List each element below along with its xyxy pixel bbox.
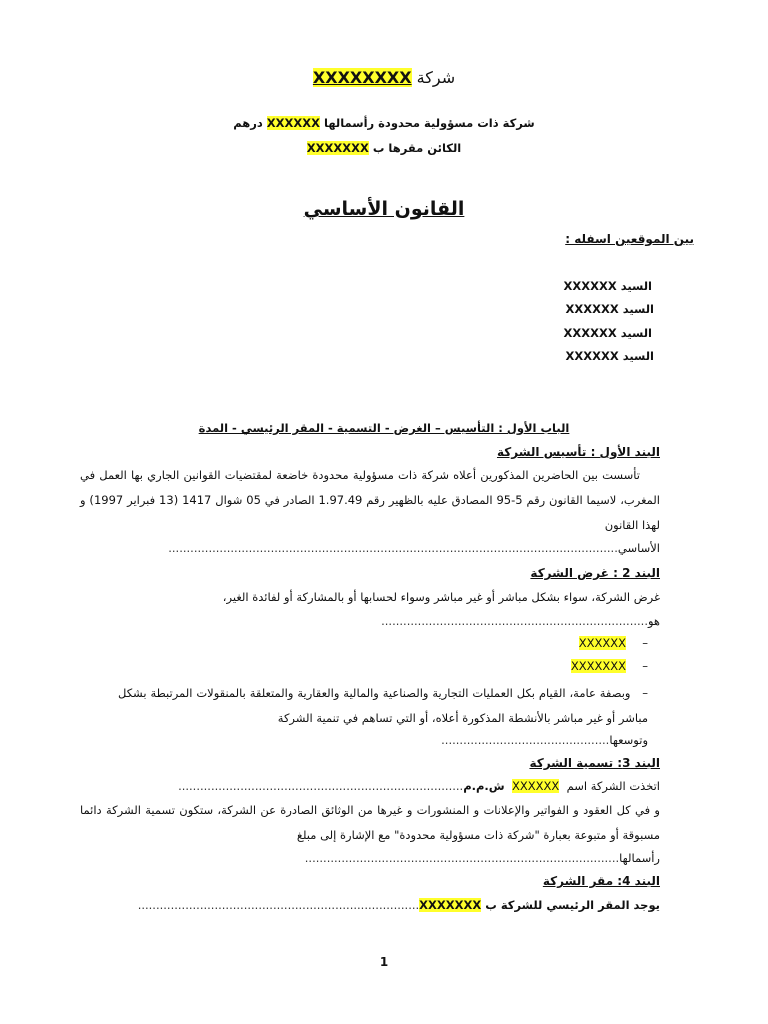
- seat-value: XXXXXXX: [306, 141, 369, 155]
- clause-3-name-line: [178, 779, 660, 793]
- clause-4-seat-value: XXXXXXX: [419, 898, 482, 912]
- clause-1-last-line: [168, 541, 660, 555]
- page-number: 1: [379, 955, 389, 969]
- company-word: شركة: [416, 68, 456, 87]
- fill-dots: ..............................................................................: [178, 779, 464, 793]
- clause-4-text: يوجد المقر الرئيسي للشركة ب: [485, 898, 660, 912]
- clause-3-last-line: [305, 851, 660, 865]
- list-item: [571, 659, 648, 673]
- clause-1-text: تأسست بين الحاضرين المذكورين أعلاه شركة ذات مسؤولية محدودة خاضعة لمقتضيات القوانين الجاري بها العمل في المغرب، لاسيما القانون رقم 5-95 المصادق عليه بالظهير رقم 1.97.49 الصادر في 05 شوال 1417 (13 فبراير 1997) و لهذا القانون: [80, 468, 660, 532]
- clause-4-text-line: [138, 898, 660, 912]
- clause-3-name-pre: اتخذت الشركة اسم: [566, 779, 660, 793]
- list-item-general: [118, 681, 648, 731]
- company-title: [0, 68, 768, 87]
- clause-1-last-word: الأساسي: [617, 541, 660, 555]
- signatory: السيد XXXXXX: [563, 279, 652, 293]
- clause-2-text: غرض الشركة، سواء بشكل مباشر أو غير مباشر وسواء لحسابها أو بالمشاركة أو لفائدة الغير،: [222, 590, 660, 604]
- signatories-intro: بين الموقعين اسفله :: [565, 232, 694, 246]
- clause-2-is: هو: [647, 614, 660, 628]
- clause-2-is-line: [381, 614, 660, 628]
- clause-2-last-line: [441, 733, 648, 747]
- fill-dots: .............................................................................: [137, 898, 420, 912]
- clause-3-last-word: رأسمالها: [619, 851, 660, 865]
- signatory: السيد XXXXXX: [563, 326, 652, 340]
- dash-bullet: –: [642, 636, 648, 650]
- company-name-value: XXXXXX: [511, 779, 560, 793]
- capital-value: XXXXXX: [266, 116, 320, 130]
- clause-4-heading: البند 4: مقر الشركة: [542, 874, 660, 888]
- company-subtitle: [0, 116, 768, 130]
- dash-bullet: –: [630, 686, 648, 700]
- clause-3-heading: البند 3: تسمية الشركة: [529, 756, 660, 770]
- currency: درهم: [233, 116, 263, 130]
- document-title: القانون الأساسي: [303, 198, 465, 220]
- list-item: [579, 636, 648, 650]
- clause-1-heading: البند الأول : تأسيس الشركة: [496, 445, 660, 459]
- chapter-heading: الباب الأول : التأسيس – الغرض - التسمية - المقر الرئيسي - المدة: [198, 421, 570, 435]
- company-code: XXXXXXXX: [312, 68, 412, 87]
- list-item-value: XXXXXXX: [570, 659, 626, 673]
- signatory: السيد XXXXXX: [565, 349, 654, 363]
- clause-2-general: وبصفة عامة، القيام بكل العمليات التجارية والصناعية والمالية والعقارية والمتعلقة بالمنقولات المرتبطة بشكل مباشر أو غير مباشر بالأنشطة المذكورة أعلاه، أو التي تساهم في تنمية الشركة: [118, 686, 648, 725]
- clause-2-last-word: وتوسعها: [609, 733, 648, 747]
- clause-2-heading: البند 2 : غرض الشركة: [530, 566, 660, 580]
- clause-3-text: و في كل العقود و الفواتير والإعلانات و المنشورات و غيرها من الوثائق الصادرة عن الشركة، ستكون تسمية الشركة دائما مسبوقة أو متبوعة بعبارة "شركة ذات مسؤولية محدودة" مع الإشارة إلى مبلغ: [80, 803, 660, 842]
- fill-dots: ...........................................................................................................................: [168, 541, 618, 555]
- list-item-value: XXXXXX: [578, 636, 626, 650]
- dash-bullet: –: [642, 659, 648, 673]
- signatory: السيد XXXXXX: [565, 302, 654, 316]
- fill-dots: ......................................................................................: [304, 851, 620, 865]
- company-form: ش.م.م: [463, 779, 505, 793]
- fill-dots: ..............................................: [441, 733, 610, 747]
- seat-label: الكائن مقرها ب: [372, 141, 462, 155]
- subtitle-text: شركة ذات مسؤولية محدودة رأسمالها: [324, 116, 535, 130]
- company-seat-line: [0, 141, 768, 155]
- fill-dots: .........................................................................: [381, 614, 648, 628]
